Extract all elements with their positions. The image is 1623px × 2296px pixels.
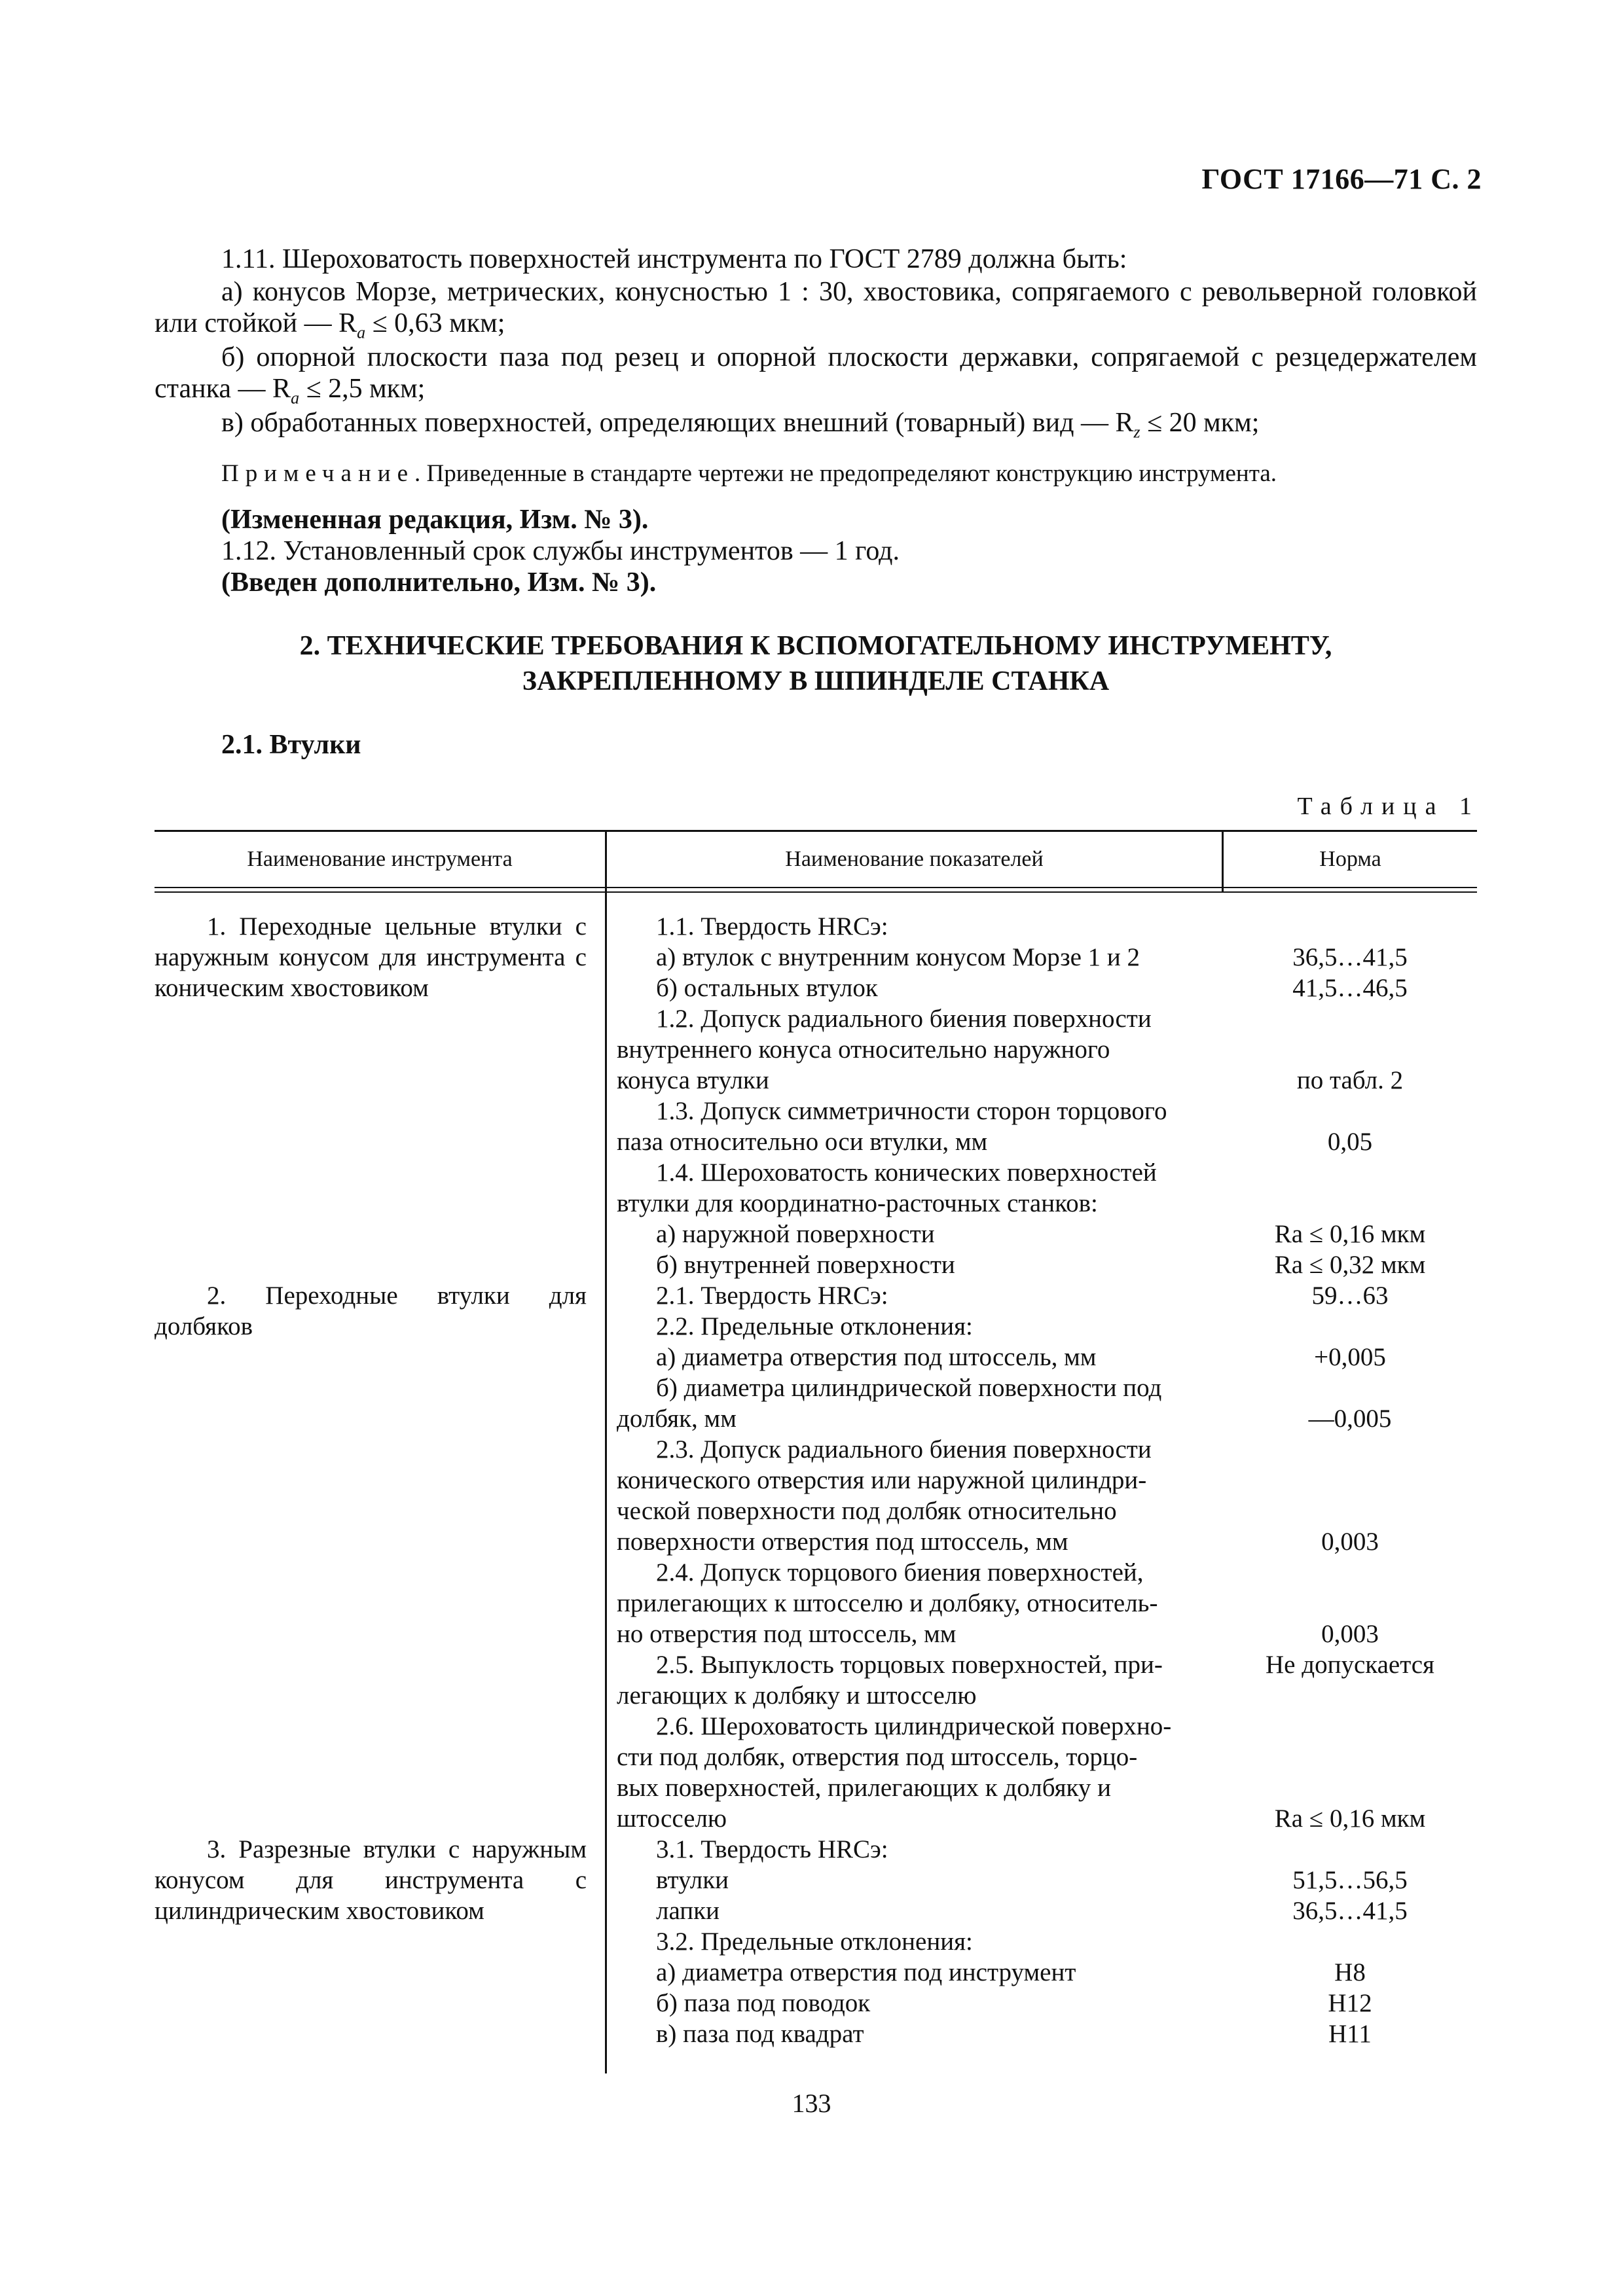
param-row: 1.1. Твердость HRCэ: <box>656 912 888 941</box>
param-row: лапки <box>656 1897 720 1925</box>
params-column <box>617 911 1199 2049</box>
param-row: б) внутренней поверхности <box>656 1251 955 1279</box>
clause-tail: ≤ 2,5 мкм; <box>299 374 426 404</box>
param-row: паза относительно оси втулки, мм <box>617 1128 988 1156</box>
table-header-rule-2 <box>155 891 1477 893</box>
norm-value: Ra ≤ 0,16 мкм <box>1274 1220 1426 1248</box>
param-row: а) диаметра отверстия под инструмент <box>656 1958 1076 1986</box>
norm-value <box>1219 1557 1481 1588</box>
norm-value <box>1219 1496 1481 1526</box>
norm-value <box>1219 1034 1481 1065</box>
table-header-name: Наименование инструмента <box>247 847 513 871</box>
norm-value: H12 <box>1328 1989 1372 2017</box>
amendment-1: (Измененная редакция, Изм. № 3). <box>221 505 649 535</box>
norm-value: H11 <box>1328 2020 1372 2048</box>
norm-value <box>1219 1434 1481 1465</box>
norm-value <box>1219 911 1481 942</box>
param-row: 2.1. Твердость HRCэ: <box>656 1282 888 1310</box>
norm-value <box>1219 1096 1481 1126</box>
param-row: а) диаметра отверстия под штоссель, мм <box>656 1343 1097 1371</box>
table-header-norm: Норма <box>1319 847 1381 871</box>
subsection-title: 2.1. Втулки <box>221 730 361 760</box>
param-row: ческой поверхности под долбяк относительно <box>617 1497 1117 1525</box>
norm-value: по табл. 2 <box>1296 1066 1404 1094</box>
norm-value <box>1219 1711 1481 1742</box>
clause-1-11-c <box>221 407 1477 448</box>
subscript: a <box>291 388 300 408</box>
clause-text: а) конусов Морзе, метрических, конусностью 1 : 30, хвостовика, сопрягаемого с револьверной головкой или стойкой — R <box>155 277 1477 338</box>
note-label: Примечание <box>221 460 414 487</box>
norm-value <box>1219 1003 1481 1034</box>
clause-1-11-a <box>155 276 1477 348</box>
norm-value: +0,005 <box>1314 1343 1386 1371</box>
note-text: . Приведенные в стандарте чертежи не предопределяют конструкцию инструмента. <box>414 460 1277 487</box>
param-row: втулки <box>656 1866 729 1894</box>
param-row: вых поверхностей, прилегающих к долбяку и <box>617 1774 1112 1802</box>
clause-1-12: 1.12. Установленный срок службы инструментов — 1 год. <box>221 536 900 566</box>
param-row: поверхности отверстия под штоссель, мм <box>617 1528 1068 1556</box>
param-row: в) паза под квадрат <box>656 2020 864 2048</box>
param-row: но отверстия под штоссель, мм <box>617 1620 957 1648</box>
param-row: б) паза под поводок <box>656 1989 871 2017</box>
norm-value: 0,003 <box>1321 1620 1379 1648</box>
param-row: 2.4. Допуск торцового биения поверхностей, <box>656 1558 1144 1587</box>
param-row: 1.2. Допуск радиального биения поверхности <box>656 1005 1152 1033</box>
param-row: легающих к долбяку и штосселю <box>617 1681 977 1710</box>
clause-tail: ≤ 0,63 мкм; <box>365 308 505 338</box>
document-header: ГОСТ 17166—71 С. 2 <box>1201 163 1482 195</box>
norm-value: 59…63 <box>1311 1282 1389 1310</box>
norm-value <box>1219 1465 1481 1496</box>
clause-text: в) обработанных поверхностей, определяющих внешний (товарный) вид — R <box>221 408 1134 438</box>
norm-value: 51,5…56,5 <box>1292 1866 1408 1894</box>
norm-value <box>1219 1772 1481 1803</box>
subscript: a <box>357 323 366 342</box>
norm-value: Ra ≤ 0,16 мкм <box>1274 1804 1426 1833</box>
norm-value <box>1219 1311 1481 1342</box>
param-row: прилегающих к штосселю и долбяку, относитель- <box>617 1589 1158 1617</box>
norm-value <box>1219 1834 1481 1865</box>
section-title <box>155 628 1477 699</box>
table-header-params: Наименование показателей <box>785 847 1044 871</box>
param-row: конического отверстия или наружной цилиндри- <box>617 1466 1147 1494</box>
norm-value <box>1219 1926 1481 1957</box>
tool-name-3: 3. Разрезные втулки с наружным конусом для инструмента с цилиндрическим хвостовиком <box>155 1835 587 1925</box>
param-row: 2.6. Шероховатость цилиндрической поверхно- <box>656 1712 1172 1740</box>
norm-value: H8 <box>1334 1958 1366 1986</box>
param-row: долбяк, мм <box>617 1405 737 1433</box>
param-row: 1.3. Допуск симметричности сторон торцового <box>656 1097 1167 1125</box>
subscript: z <box>1133 422 1140 442</box>
norm-value: 41,5…46,5 <box>1292 974 1408 1002</box>
param-row: 2.3. Допуск радиального биения поверхности <box>656 1435 1152 1463</box>
param-row: а) наружной поверхности <box>656 1220 935 1248</box>
note <box>221 458 1477 490</box>
norm-value: 36,5…41,5 <box>1292 943 1408 971</box>
param-row: б) диаметра цилиндрической поверхности под <box>656 1374 1162 1402</box>
tool-name-2: 2. Переходные втулки для долбяков <box>155 1282 587 1340</box>
amendment-2: (Введен дополнительно, Изм. № 3). <box>221 567 657 598</box>
param-row: втулки для координатно-расточных станков: <box>617 1189 1098 1217</box>
clause-tail: ≤ 20 мкм; <box>1140 408 1260 438</box>
param-row: 2.5. Выпуклость торцовых поверхностей, при- <box>656 1651 1163 1679</box>
param-row: внутреннего конуса относительно наружного <box>617 1035 1110 1064</box>
table-title: Таблица 1 <box>1297 793 1480 820</box>
norm-value <box>1219 1588 1481 1619</box>
param-row: а) втулок с внутренним конусом Морзе 1 и 2 <box>656 943 1140 971</box>
clause-1-11-b <box>155 342 1477 414</box>
param-row: сти под долбяк, отверстия под штоссель, торцо- <box>617 1743 1138 1771</box>
tool-name-1: 1. Переходные цельные втулки с наружным конусом для инструмента с коническим хвостовиком <box>155 912 587 1002</box>
param-row: штосселю <box>617 1804 727 1833</box>
norm-value <box>1219 1372 1481 1403</box>
norm-value <box>1219 1188 1481 1219</box>
param-row: 3.2. Предельные отклонения: <box>656 1928 973 1956</box>
param-row: 3.1. Твердость HRCэ: <box>656 1835 888 1863</box>
norm-value <box>1219 1742 1481 1772</box>
clause-text: б) опорной плоскости паза под резец и опорной плоскости державки, сопрягаемой с резцедержателем станка — R <box>155 342 1477 404</box>
param-row: конуса втулки <box>617 1066 769 1094</box>
section-title-line-2: ЗАКРЕПЛЕННОМУ В ШПИНДЕЛЕ СТАНКА <box>522 666 1110 696</box>
clause-1-11: 1.11. Шероховатость поверхностей инструмента по ГОСТ 2789 должна быть: <box>221 244 1127 274</box>
norm-value: —0,005 <box>1308 1405 1392 1433</box>
table-col-divider-1 <box>605 830 607 2073</box>
section-title-line-1: 2. ТЕХНИЧЕСКИЕ ТРЕБОВАНИЯ К ВСПОМОГАТЕЛЬНОМУ ИНСТРУМЕНТУ, <box>299 631 1332 661</box>
param-row: 2.2. Предельные отклонения: <box>656 1312 973 1340</box>
page-number: 133 <box>792 2089 831 2118</box>
param-row: б) остальных втулок <box>656 974 878 1002</box>
norm-value: 0,05 <box>1327 1128 1373 1156</box>
norms-column <box>1219 911 1481 2049</box>
norm-value: 0,003 <box>1321 1528 1379 1556</box>
norm-value <box>1219 1157 1481 1188</box>
norm-value: Не допускается <box>1266 1651 1434 1679</box>
param-row: 1.4. Шероховатость конических поверхностей <box>656 1158 1157 1187</box>
norm-value <box>1219 1680 1481 1711</box>
norm-value: Ra ≤ 0,32 мкм <box>1274 1251 1426 1279</box>
norm-value: 36,5…41,5 <box>1292 1897 1408 1925</box>
